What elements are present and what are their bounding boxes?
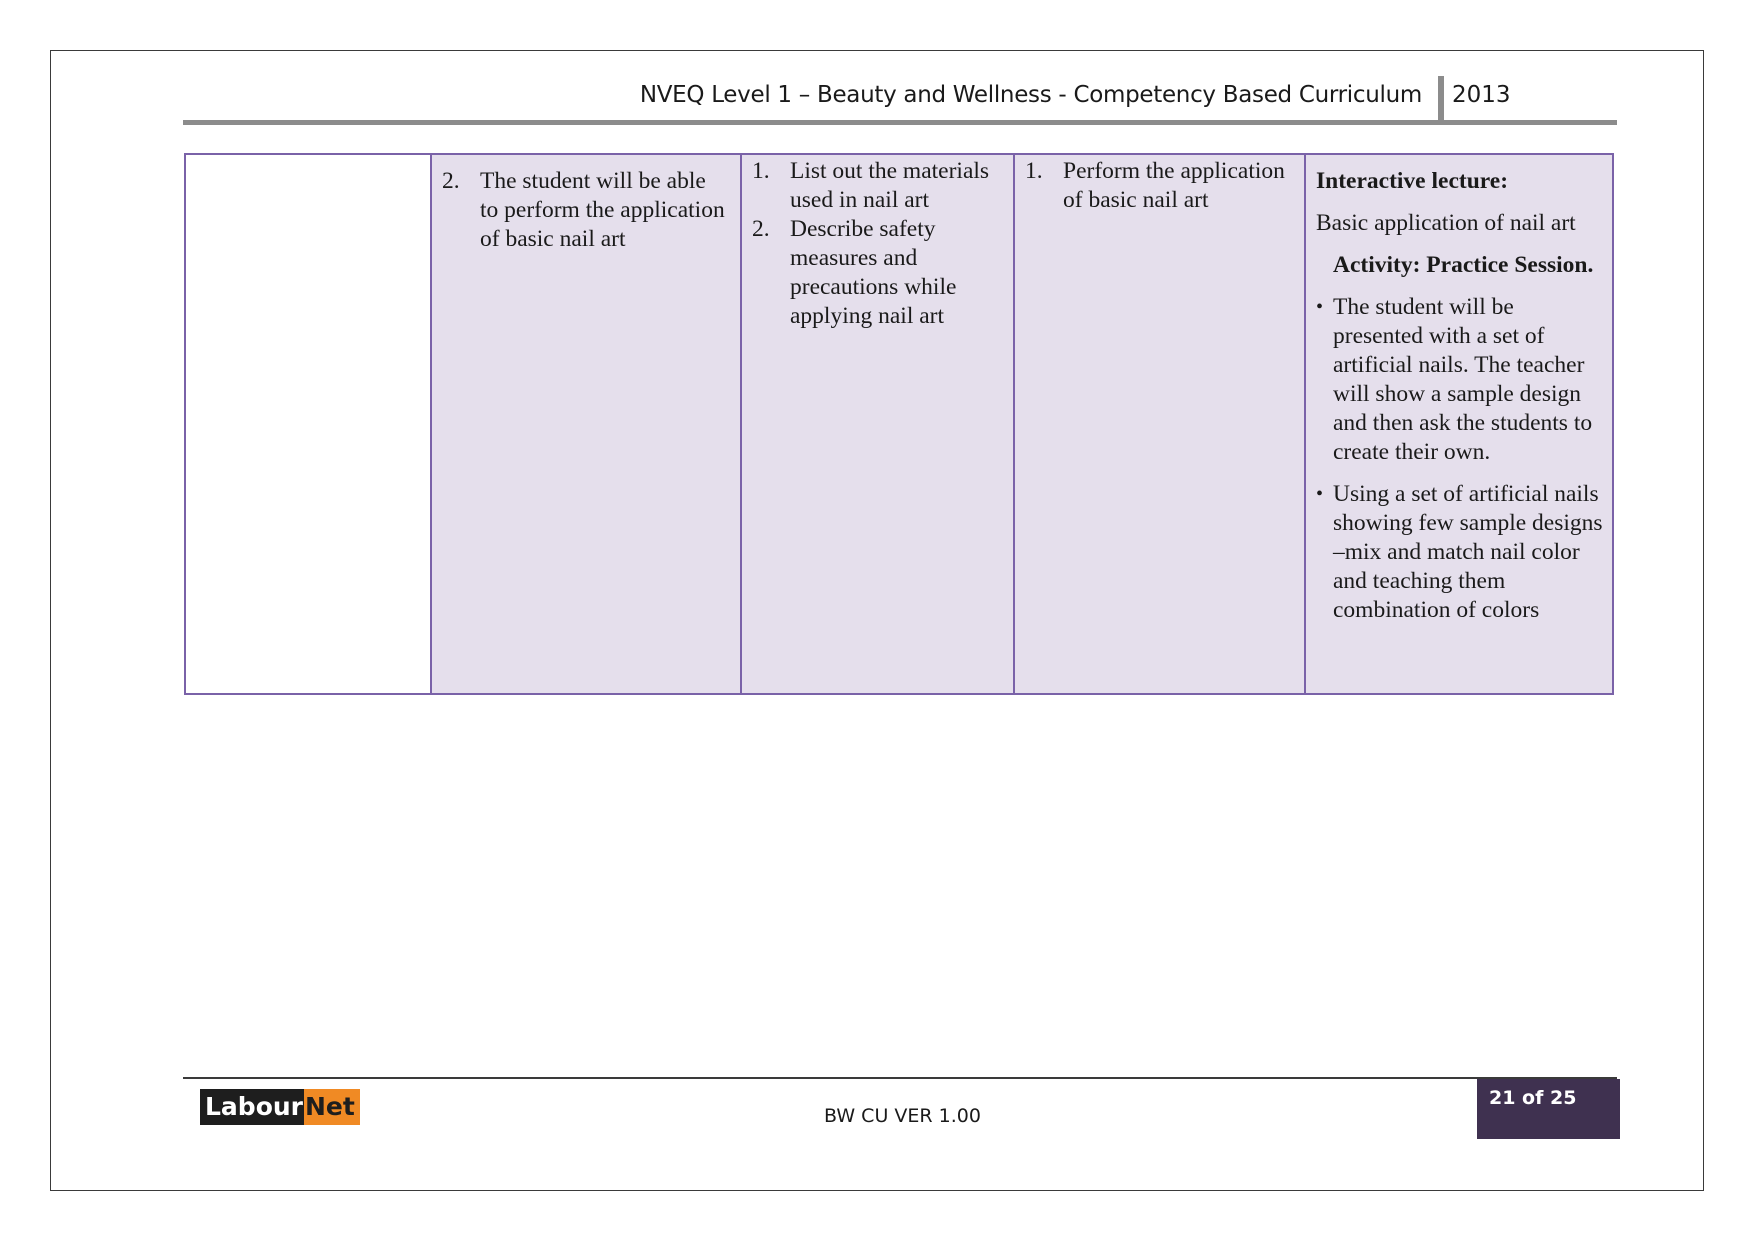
objective-cell (432, 155, 742, 693)
knowledge-text: List out the materials used in nail art (790, 158, 990, 213)
knowledge-item (752, 157, 1005, 215)
logo-text-part1: Labour (200, 1089, 304, 1125)
header-rule (183, 120, 1617, 125)
page-number-box (1477, 1079, 1620, 1139)
empty-cell (186, 155, 432, 693)
labournet-logo (200, 1089, 360, 1125)
knowledge-text: Describe safety measures and precautions while applying nail art (790, 216, 957, 329)
footer-version: BW CU VER 1.00 (824, 1105, 981, 1127)
bullet-text: The student will be presented with a set of artificial nails. The teacher will show a sample design and then ask the students to create their own. (1333, 294, 1593, 465)
skill-cell (1015, 155, 1306, 693)
bullet-icon: • (1316, 483, 1324, 505)
method-subheading: Basic application of nail art (1316, 210, 1576, 236)
curriculum-table (184, 153, 1614, 695)
bullet-text: Using a set of artificial nails showing few sample designs –mix and match nail color and teaching them combination of colors (1333, 481, 1603, 623)
page-header (183, 74, 1617, 126)
activity-bullet (1316, 480, 1604, 625)
knowledge-item (752, 215, 1005, 331)
bullet-icon: • (1316, 296, 1324, 318)
page-number: 21 of 25 (1489, 1087, 1577, 1109)
skill-item (1025, 157, 1296, 215)
skill-number: 1. (1025, 158, 1043, 184)
activity-bullet (1316, 293, 1604, 467)
objective-text: The student will be able to perform the application of basic nail art (480, 168, 725, 252)
method-cell (1306, 155, 1612, 693)
header-divider (1438, 76, 1444, 122)
header-year: 2013 (1452, 82, 1511, 108)
method-heading: Interactive lecture: (1316, 168, 1509, 194)
objective-number: 2. (442, 168, 460, 194)
activity-heading: Activity: Practice Session. (1333, 252, 1594, 278)
logo-text-part2: Net (304, 1089, 360, 1125)
skill-text: Perform the application of basic nail art (1063, 158, 1285, 213)
knowledge-number: 2. (752, 216, 770, 242)
knowledge-number: 1. (752, 158, 770, 184)
objective-item (442, 167, 726, 254)
knowledge-cell (742, 155, 1015, 693)
header-title: NVEQ Level 1 – Beauty and Wellness - Competency Based Curriculum (639, 82, 1422, 108)
footer-rule (183, 1077, 1617, 1079)
